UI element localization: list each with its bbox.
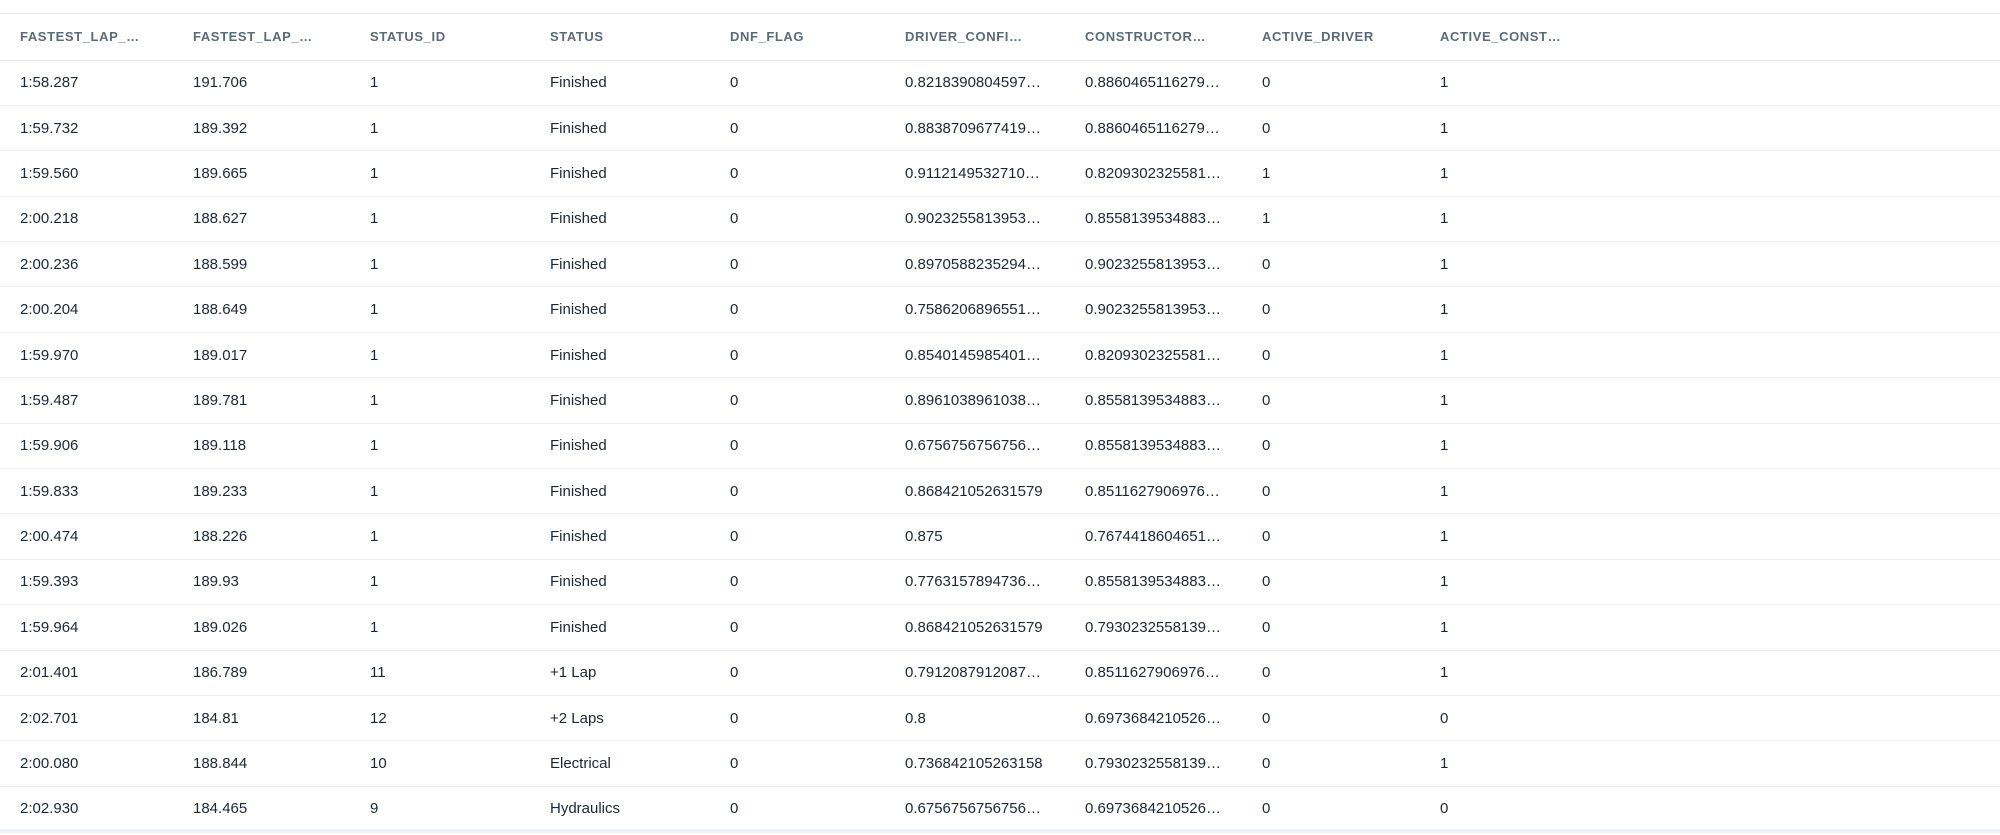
- cell-status: Finished: [530, 378, 710, 423]
- cell-active-constructor: 1: [1420, 105, 2000, 150]
- cell-status: Finished: [530, 514, 710, 559]
- table-row: [0, 559, 2000, 604]
- cell-status: +1 Lap: [530, 650, 710, 695]
- cell-status: Electrical: [530, 741, 710, 786]
- cell-fastest-lap-time: 2:02.701: [0, 695, 173, 740]
- cell-status: Finished: [530, 105, 710, 150]
- table-row: [0, 378, 2000, 423]
- cell-driver-confidence: 0.8970588235294…: [885, 242, 1065, 287]
- cell-fastest-lap-time: 2:00.218: [0, 196, 173, 241]
- table-row: [0, 786, 2000, 831]
- cell-constructor-confidence: 0.8860465116279…: [1065, 105, 1242, 150]
- table-row: [0, 741, 2000, 786]
- cell-active-constructor: 1: [1420, 378, 2000, 423]
- cell-active-constructor: 1: [1420, 650, 2000, 695]
- cell-fastest-lap-speed: 188.627: [173, 196, 350, 241]
- cell-fastest-lap-speed: 189.93: [173, 559, 350, 604]
- cell-status-id: 1: [350, 196, 530, 241]
- cell-status: Finished: [530, 151, 710, 196]
- cell-constructor-confidence: 0.7930232558139…: [1065, 741, 1242, 786]
- cell-status-id: 9: [350, 786, 530, 831]
- cell-status-id: 1: [350, 378, 530, 423]
- cell-dnf-flag: 0: [710, 423, 885, 468]
- cell-dnf-flag: 0: [710, 741, 885, 786]
- table-top-spacer: [0, 0, 2000, 14]
- cell-status-id: 1: [350, 469, 530, 514]
- cell-fastest-lap-speed: 188.226: [173, 514, 350, 559]
- cell-driver-confidence: 0.7763157894736…: [885, 559, 1065, 604]
- cell-constructor-confidence: 0.8209302325581…: [1065, 151, 1242, 196]
- cell-fastest-lap-speed: 186.789: [173, 650, 350, 695]
- cell-status-id: 1: [350, 423, 530, 468]
- column-header-fastest-lap-time[interactable]: FASTEST_LAP_…: [0, 14, 173, 60]
- table-row: [0, 695, 2000, 740]
- cell-status-id: 1: [350, 60, 530, 105]
- cell-active-constructor: 1: [1420, 741, 2000, 786]
- results-table: [0, 14, 2000, 832]
- cell-active-constructor: 1: [1420, 332, 2000, 377]
- cell-fastest-lap-speed: 189.781: [173, 378, 350, 423]
- cell-status: Finished: [530, 605, 710, 650]
- cell-status: +2 Laps: [530, 695, 710, 740]
- cell-fastest-lap-time: 1:59.970: [0, 332, 173, 377]
- cell-fastest-lap-time: 1:59.560: [0, 151, 173, 196]
- cell-active-driver: 1: [1242, 196, 1420, 241]
- cell-active-driver: 0: [1242, 786, 1420, 831]
- cell-dnf-flag: 0: [710, 151, 885, 196]
- cell-fastest-lap-time: 2:00.474: [0, 514, 173, 559]
- cell-active-constructor: 1: [1420, 605, 2000, 650]
- cell-active-driver: 0: [1242, 378, 1420, 423]
- cell-fastest-lap-speed: 188.649: [173, 287, 350, 332]
- cell-dnf-flag: 0: [710, 196, 885, 241]
- table-row: [0, 514, 2000, 559]
- cell-fastest-lap-time: 2:02.930: [0, 786, 173, 831]
- cell-active-driver: 0: [1242, 332, 1420, 377]
- cell-status: Finished: [530, 423, 710, 468]
- cell-status-id: 1: [350, 514, 530, 559]
- cell-fastest-lap-time: 1:59.487: [0, 378, 173, 423]
- table-row: [0, 242, 2000, 287]
- cell-fastest-lap-speed: 184.465: [173, 786, 350, 831]
- cell-fastest-lap-speed: 189.392: [173, 105, 350, 150]
- cell-status-id: 1: [350, 287, 530, 332]
- cell-fastest-lap-time: 2:00.204: [0, 287, 173, 332]
- cell-active-driver: 0: [1242, 741, 1420, 786]
- table-header-row: [0, 14, 2000, 60]
- cell-status: Finished: [530, 559, 710, 604]
- cell-status-id: 1: [350, 559, 530, 604]
- cell-status-id: 11: [350, 650, 530, 695]
- cell-active-driver: 0: [1242, 605, 1420, 650]
- cell-driver-confidence: 0.8838709677419…: [885, 105, 1065, 150]
- cell-active-driver: 0: [1242, 559, 1420, 604]
- cell-active-driver: 0: [1242, 287, 1420, 332]
- cell-status: Finished: [530, 287, 710, 332]
- cell-active-driver: 0: [1242, 60, 1420, 105]
- cell-fastest-lap-time: 1:59.833: [0, 469, 173, 514]
- table-row: [0, 332, 2000, 377]
- cell-fastest-lap-speed: 188.844: [173, 741, 350, 786]
- cell-driver-confidence: 0.6756756756756…: [885, 423, 1065, 468]
- table-row: [0, 423, 2000, 468]
- cell-status-id: 1: [350, 151, 530, 196]
- cell-status-id: 1: [350, 332, 530, 377]
- cell-dnf-flag: 0: [710, 605, 885, 650]
- cell-driver-confidence: 0.9112149532710…: [885, 151, 1065, 196]
- cell-active-constructor: 1: [1420, 559, 2000, 604]
- cell-dnf-flag: 0: [710, 60, 885, 105]
- cell-active-constructor: 1: [1420, 151, 2000, 196]
- cell-active-constructor: 1: [1420, 469, 2000, 514]
- cell-status: Finished: [530, 242, 710, 287]
- cell-active-constructor: 1: [1420, 423, 2000, 468]
- cell-driver-confidence: 0.6756756756756…: [885, 786, 1065, 831]
- cell-dnf-flag: 0: [710, 695, 885, 740]
- horizontal-scrollbar[interactable]: [0, 829, 2000, 833]
- cell-fastest-lap-time: 2:01.401: [0, 650, 173, 695]
- cell-constructor-confidence: 0.7930232558139…: [1065, 605, 1242, 650]
- cell-driver-confidence: 0.8: [885, 695, 1065, 740]
- cell-active-driver: 0: [1242, 695, 1420, 740]
- table-row: [0, 60, 2000, 105]
- cell-constructor-confidence: 0.8558139534883…: [1065, 559, 1242, 604]
- cell-constructor-confidence: 0.8209302325581…: [1065, 332, 1242, 377]
- table-row: [0, 287, 2000, 332]
- cell-status: Finished: [530, 332, 710, 377]
- cell-active-constructor: 1: [1420, 514, 2000, 559]
- column-header-driver-confidence[interactable]: DRIVER_CONFI…: [885, 14, 1065, 60]
- cell-dnf-flag: 0: [710, 469, 885, 514]
- table-row: [0, 650, 2000, 695]
- cell-constructor-confidence: 0.7674418604651…: [1065, 514, 1242, 559]
- cell-fastest-lap-time: 1:59.964: [0, 605, 173, 650]
- cell-fastest-lap-speed: 184.81: [173, 695, 350, 740]
- table-row: [0, 605, 2000, 650]
- cell-constructor-confidence: 0.8511627906976…: [1065, 650, 1242, 695]
- cell-status: Finished: [530, 60, 710, 105]
- cell-status-id: 12: [350, 695, 530, 740]
- cell-active-constructor: 1: [1420, 196, 2000, 241]
- column-header-active-constructor[interactable]: ACTIVE_CONST…: [1420, 14, 2000, 60]
- cell-dnf-flag: 0: [710, 378, 885, 423]
- column-header-fastest-lap-speed[interactable]: FASTEST_LAP_…: [173, 14, 350, 60]
- cell-constructor-confidence: 0.6973684210526…: [1065, 695, 1242, 740]
- cell-active-constructor: 1: [1420, 242, 2000, 287]
- cell-fastest-lap-time: 1:59.393: [0, 559, 173, 604]
- cell-fastest-lap-time: 2:00.236: [0, 242, 173, 287]
- cell-status-id: 1: [350, 605, 530, 650]
- cell-constructor-confidence: 0.6973684210526…: [1065, 786, 1242, 831]
- table-row: [0, 105, 2000, 150]
- cell-dnf-flag: 0: [710, 786, 885, 831]
- column-header-status[interactable]: STATUS: [530, 14, 710, 60]
- cell-driver-confidence: 0.7586206896551…: [885, 287, 1065, 332]
- cell-driver-confidence: 0.875: [885, 514, 1065, 559]
- cell-status: Hydraulics: [530, 786, 710, 831]
- table-body: [0, 60, 2000, 832]
- cell-dnf-flag: 0: [710, 332, 885, 377]
- table-row: [0, 151, 2000, 196]
- cell-fastest-lap-time: 1:59.732: [0, 105, 173, 150]
- cell-fastest-lap-speed: 189.026: [173, 605, 350, 650]
- cell-driver-confidence: 0.7912087912087…: [885, 650, 1065, 695]
- cell-fastest-lap-time: 1:58.287: [0, 60, 173, 105]
- table-row: [0, 469, 2000, 514]
- cell-driver-confidence: 0.8540145985401…: [885, 332, 1065, 377]
- cell-constructor-confidence: 0.9023255813953…: [1065, 242, 1242, 287]
- cell-dnf-flag: 0: [710, 514, 885, 559]
- cell-constructor-confidence: 0.9023255813953…: [1065, 287, 1242, 332]
- cell-status-id: 10: [350, 741, 530, 786]
- cell-fastest-lap-speed: 189.118: [173, 423, 350, 468]
- cell-fastest-lap-speed: 189.017: [173, 332, 350, 377]
- cell-fastest-lap-speed: 189.665: [173, 151, 350, 196]
- cell-dnf-flag: 0: [710, 650, 885, 695]
- column-header-status-id[interactable]: STATUS_ID: [350, 14, 530, 60]
- cell-fastest-lap-speed: 188.599: [173, 242, 350, 287]
- cell-driver-confidence: 0.8218390804597…: [885, 60, 1065, 105]
- cell-active-constructor: 0: [1420, 786, 2000, 831]
- cell-active-driver: 1: [1242, 151, 1420, 196]
- cell-status-id: 1: [350, 105, 530, 150]
- cell-driver-confidence: 0.9023255813953…: [885, 196, 1065, 241]
- cell-active-driver: 0: [1242, 423, 1420, 468]
- cell-fastest-lap-time: 1:59.906: [0, 423, 173, 468]
- cell-constructor-confidence: 0.8860465116279…: [1065, 60, 1242, 105]
- column-header-constructor-confidence[interactable]: CONSTRUCTOR…: [1065, 14, 1242, 60]
- cell-constructor-confidence: 0.8558139534883…: [1065, 196, 1242, 241]
- cell-constructor-confidence: 0.8511627906976…: [1065, 469, 1242, 514]
- cell-constructor-confidence: 0.8558139534883…: [1065, 423, 1242, 468]
- column-header-dnf-flag[interactable]: DNF_FLAG: [710, 14, 885, 60]
- cell-active-driver: 0: [1242, 514, 1420, 559]
- cell-driver-confidence: 0.736842105263158: [885, 741, 1065, 786]
- cell-fastest-lap-speed: 191.706: [173, 60, 350, 105]
- cell-active-driver: 0: [1242, 242, 1420, 287]
- cell-constructor-confidence: 0.8558139534883…: [1065, 378, 1242, 423]
- cell-driver-confidence: 0.868421052631579: [885, 605, 1065, 650]
- cell-fastest-lap-speed: 189.233: [173, 469, 350, 514]
- cell-active-driver: 0: [1242, 105, 1420, 150]
- cell-dnf-flag: 0: [710, 287, 885, 332]
- cell-status: Finished: [530, 196, 710, 241]
- cell-driver-confidence: 0.868421052631579: [885, 469, 1065, 514]
- cell-dnf-flag: 0: [710, 242, 885, 287]
- cell-status-id: 1: [350, 242, 530, 287]
- cell-active-constructor: 0: [1420, 695, 2000, 740]
- cell-active-driver: 0: [1242, 650, 1420, 695]
- cell-fastest-lap-time: 2:00.080: [0, 741, 173, 786]
- cell-active-driver: 0: [1242, 469, 1420, 514]
- cell-active-constructor: 1: [1420, 60, 2000, 105]
- table-row: [0, 196, 2000, 241]
- cell-status: Finished: [530, 469, 710, 514]
- cell-dnf-flag: 0: [710, 105, 885, 150]
- cell-active-constructor: 1: [1420, 287, 2000, 332]
- cell-dnf-flag: 0: [710, 559, 885, 604]
- cell-driver-confidence: 0.8961038961038…: [885, 378, 1065, 423]
- column-header-active-driver[interactable]: ACTIVE_DRIVER: [1242, 14, 1420, 60]
